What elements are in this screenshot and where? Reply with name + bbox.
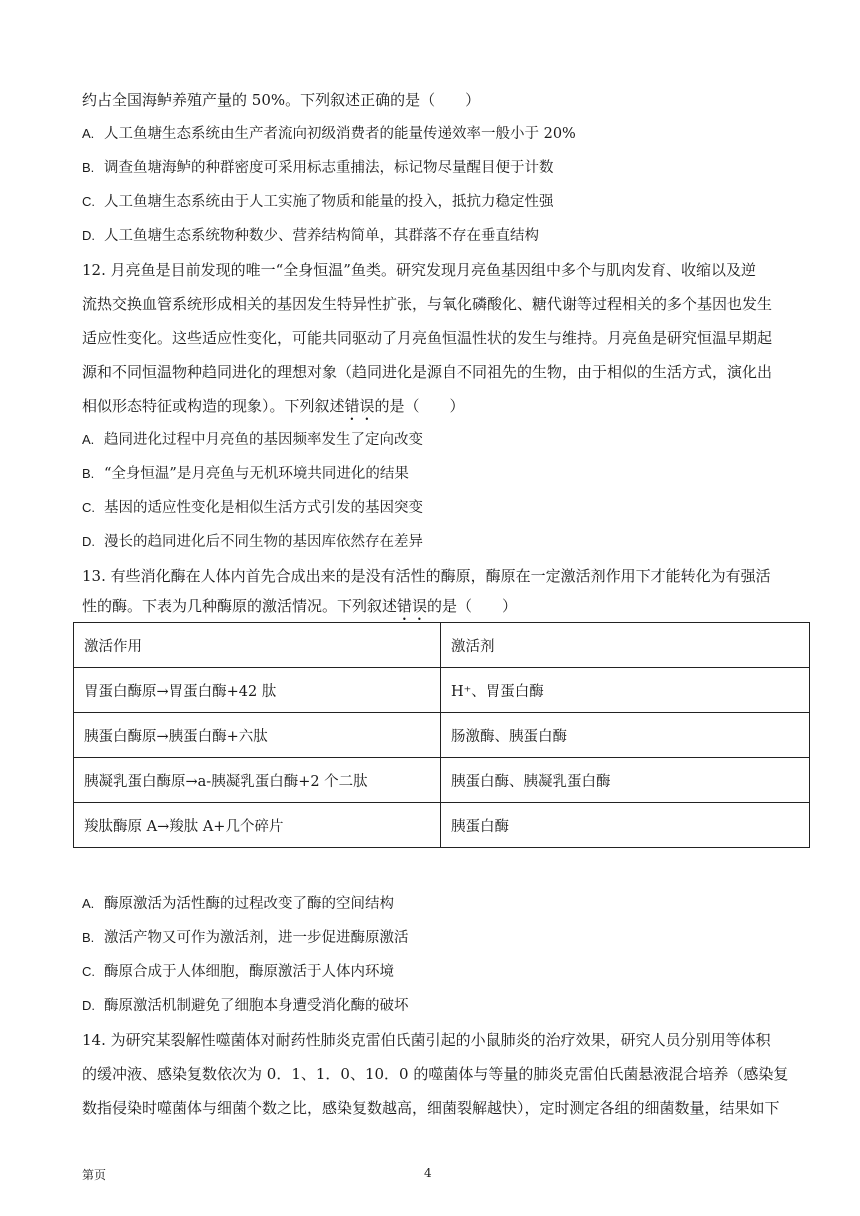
q12-line-1: 12. 月亮鱼是目前发现的唯一“全身恒温”鱼类。研究发现月亮鱼基因组中多个与肌肉发育、收缩以及逆: [82, 261, 756, 279]
q14-line-3: 数指侵染时噬菌体与细菌个数之比，感染复数越高，细菌裂解越快），定时测定各组的细菌数量，结果如下: [82, 1099, 780, 1117]
table-cell: 肠激酶、胰蛋白酶: [441, 713, 810, 758]
option-text: 酶原合成于人体细胞，酶原激活于人体内环境: [104, 964, 394, 980]
q12-line-4: 源和不同恒温物种趋同进化的理想对象（趋同进化是源自不同祖先的生物，由于相似的生活方式，演化出: [82, 363, 773, 381]
q12-emphasis: 错误: [344, 397, 375, 415]
table-row: [74, 668, 810, 713]
q12-option-a: [82, 430, 423, 450]
q12-line-2: 流热交换血管系统形成相关的基因发生特异性扩张，与氧化磷酸化、糖代谢等过程相关的多个基因也发生: [82, 295, 773, 313]
table-cell: 胰凝乳蛋白酶原→a-胰凝乳蛋白酶+2 个二肽: [74, 758, 441, 803]
option-text: 人工鱼塘生态系统由于人工实施了物质和能量的投入，抵抗力稳定性强: [104, 194, 554, 210]
q13-stem-pre: 性的酶。下表为几种酶原的激活情况。下列叙述: [82, 597, 398, 615]
option-key: C.: [82, 500, 95, 515]
option-key: D.: [82, 228, 95, 243]
table-cell: 胰蛋白酶原→胰蛋白酶+六肽: [74, 713, 441, 758]
option-text: 人工鱼塘生态系统由生产者流向初级消费者的能量传递效率一般小于 20%: [104, 126, 576, 142]
q12-stem-post: 的是（ ）: [374, 397, 465, 415]
table-row: [74, 758, 810, 803]
table-cell: 羧肽酶原 A→羧肽 A+几个碎片: [74, 803, 441, 848]
enzyme-activation-table: [73, 622, 810, 848]
q13-option-a: [82, 894, 394, 914]
option-key: A.: [82, 432, 95, 447]
option-key: B.: [82, 930, 95, 945]
option-text: 调查鱼塘海鲈的种群密度可采用标志重捕法，标记物尽量醒目便于计数: [104, 160, 554, 176]
q13-option-c: [82, 962, 394, 982]
table-header-row: [74, 623, 810, 668]
option-text: 激活产物又可作为激活剂，进一步促进酶原激活: [104, 930, 409, 946]
q13-option-d: [82, 996, 409, 1016]
q13-stem-post: 的是（ ）: [427, 597, 518, 615]
q11-option-c: [82, 192, 554, 212]
option-key: C.: [82, 194, 95, 209]
q11-option-b: [82, 158, 554, 178]
q12-option-c: [82, 498, 423, 518]
q13-line-1: 13. 有些消化酶在人体内首先合成出来的是没有活性的酶原，酶原在一定激活剂作用下才能转化为有强活: [82, 567, 771, 585]
q12-option-d: [82, 532, 423, 552]
table-cell: H⁺、胃蛋白酶: [441, 668, 810, 713]
q13-line-2: [82, 596, 517, 624]
option-key: A.: [82, 896, 95, 911]
option-key: B.: [82, 160, 95, 175]
option-key: A.: [82, 126, 95, 141]
option-key: B.: [82, 466, 95, 481]
q11-option-a: [82, 124, 576, 144]
option-key: C.: [82, 964, 95, 979]
option-key: D.: [82, 998, 95, 1013]
footer-label: 第页: [82, 1168, 107, 1182]
q14-line-2: 的缓冲液、感染复数依次为 0．1、1．0、10．0 的噬菌体与等量的肺炎克雷伯氏菌悬液混合培养（感染复: [82, 1065, 789, 1083]
option-text: “全身恒温”是月亮鱼与无机环境共同进化的结果: [104, 466, 409, 482]
table-header-cell: 激活作用: [74, 623, 441, 668]
q12-line-3: 适应性变化。这些适应性变化，可能共同驱动了月亮鱼恒温性状的发生与维持。月亮鱼是研究恒温早期起: [82, 329, 773, 347]
q12-stem-pre: 相似形态特征或构造的现象）。下列叙述: [82, 397, 345, 415]
option-key: D.: [82, 534, 95, 549]
page-number: 4: [424, 1166, 432, 1180]
option-text: 酶原激活机制避免了细胞本身遭受消化酶的破坏: [104, 998, 409, 1014]
table-header-cell: 激活剂: [441, 623, 810, 668]
intro-line: 约占全国海鲈养殖产量的 50%。下列叙述正确的是（ ）: [82, 91, 481, 109]
q13-emphasis: 错误: [397, 597, 428, 615]
q11-option-d: [82, 226, 539, 246]
table-row: [74, 713, 810, 758]
q12-line-5: [82, 396, 465, 424]
table-row: [74, 803, 810, 848]
table-cell: 胃蛋白酶原→胃蛋白酶+42 肽: [74, 668, 441, 713]
option-text: 漫长的趋同进化后不同生物的基因库依然存在差异: [104, 534, 423, 550]
q13-option-b: [82, 928, 409, 948]
table-cell: 胰蛋白酶、胰凝乳蛋白酶: [441, 758, 810, 803]
table-cell: 胰蛋白酶: [441, 803, 810, 848]
q14-line-1: 14. 为研究某裂解性噬菌体对耐药性肺炎克雷伯氏菌引起的小鼠肺炎的治疗效果，研究人员分别用等体积: [82, 1031, 771, 1049]
option-text: 人工鱼塘生态系统物种数少、营养结构简单，其群落不存在垂直结构: [104, 228, 539, 244]
q12-option-b: [82, 464, 409, 484]
option-text: 基因的适应性变化是相似生活方式引发的基因突变: [104, 500, 423, 516]
option-text: 趋同进化过程中月亮鱼的基因频率发生了定向改变: [104, 432, 423, 448]
option-text: 酶原激活为活性酶的过程改变了酶的空间结构: [104, 896, 394, 912]
